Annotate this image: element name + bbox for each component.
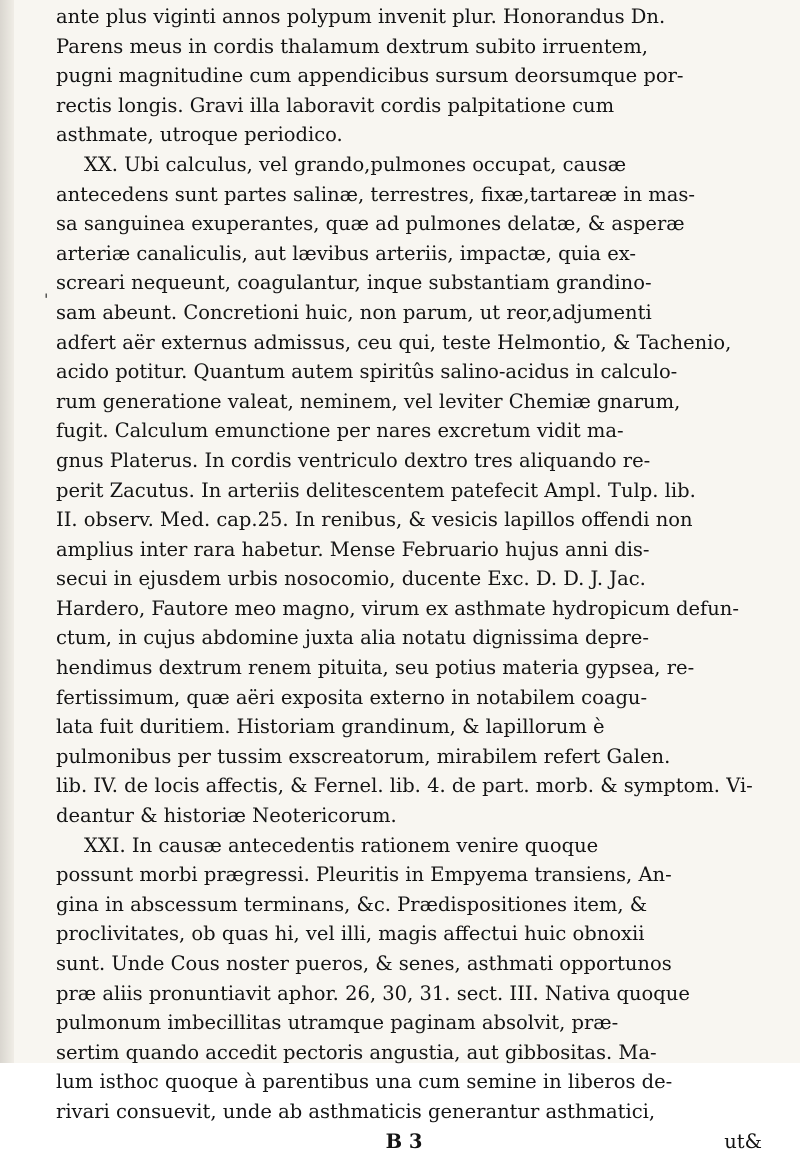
text-line: ctum, in cujus abdomine juxta alia notatu dignissima depre- — [56, 626, 649, 650]
text-line: gina in abscessum terminans, &c. Prædispositiones item, & — [56, 892, 648, 916]
text-line: II. observ. Med. cap.25. In renibus, & vesicis lapillos offendi non — [56, 508, 693, 532]
page-gutter-shadow — [0, 0, 14, 1063]
text-line: ante plus viginti annos polypum invenit plur. Honorandus Dn. — [56, 5, 666, 28]
text-line: adfert aër externus admissus, ceu qui, teste Helmontio, & Tachenio, — [56, 330, 732, 354]
text-line: screari nequeunt, coagulantur, inque substantiam grandino- — [56, 271, 652, 295]
text-line: fugit. Calculum emunctione per nares excretum vidit ma- — [56, 419, 624, 443]
catchword: ut& — [724, 1129, 762, 1153]
text-line: lata fuit duritiem. Historiam grandinum, & lapillorum è — [56, 715, 605, 739]
text-line: Parens meus in cordis thalamum dextrum subito irruentem, — [56, 34, 648, 58]
text-line: sertim quando accedit pectoris angustia, aut gibbositas. Ma- — [56, 1040, 657, 1064]
text-line: rectis longis. Gravi illa laboravit cordis palpitatione cum — [56, 93, 615, 117]
text-line: lib. IV. de locis affectis, & Fernel. lib. 4. de part. morb. & symptom. Vi- — [56, 774, 753, 798]
text-line: deantur & historiæ Neotericorum. — [56, 804, 397, 828]
section-start-line: XXI. In causæ antecedentis rationem venire quoque — [84, 833, 599, 857]
text-line: secui in ejusdem urbis nosocomio, ducente Exc. D. D. J. Jac. — [56, 567, 646, 591]
text-block — [56, 2, 792, 1156]
text-line: pulmonibus per tussim exscreatorum, mirabilem refert Galen. — [56, 744, 671, 768]
section-start-line: XX. Ubi calculus, vel grando,pulmones occupat, causæ — [84, 152, 627, 176]
text-line: amplius inter rara habetur. Mense Februario hujus anni dis- — [56, 537, 650, 561]
text-line: sa sanguinea exuperantes, quæ ad pulmones delatæ, & asperæ — [56, 212, 685, 236]
text-line: sunt. Unde Cous noster pueros, & senes, asthmati opportunos — [56, 952, 672, 975]
text-line: pulmonum imbecillitas utramque paginam absolvit, præ- — [56, 1011, 619, 1035]
margin-mark: ' — [44, 290, 49, 309]
text-line: hendimus dextrum renem pituita, seu potius materia gypsea, re- — [56, 656, 695, 680]
text-line: perit Zacutus. In arteriis delitescentem patefecit Ampl. Tulp. lib. — [56, 478, 696, 502]
text-line: acido potitur. Quantum autem spiritûs salino-acidus in calculo- — [56, 360, 678, 384]
text-line: fertissimum, quæ aëri exposita externo in notabilem coagu- — [56, 685, 648, 709]
text-line: Hardero, Fautore meo magno, virum ex asthmate hydropicum defun- — [56, 596, 739, 620]
text-line: lum isthoc quoque à parentibus una cum semine in liberos de- — [56, 1070, 673, 1094]
text-line: possunt morbi prægressi. Pleuritis in Empyema transiens, An- — [56, 863, 672, 887]
page-signature: B 3 — [385, 1129, 423, 1153]
text-line: rum generatione valeat, neminem, vel leviter Chemiæ gnarum, — [56, 389, 681, 413]
text-line: arteriæ canaliculis, aut lævibus arteriis, impactæ, quia ex- — [56, 241, 636, 265]
text-line: gnus Platerus. In cordis ventriculo dextro tres aliquando re- — [56, 448, 651, 472]
text-line: præ aliis pronuntiavit aphor. 26, 30, 31. sect. III. Nativa quoque — [56, 981, 690, 1005]
footer-line — [56, 1127, 792, 1156]
text-line: sam abeunt. Concretioni huic, non parum, ut reor,adjumenti — [56, 300, 652, 324]
text-line: antecedens sunt partes salinæ, terrestres, fixæ,tartareæ in mas- — [56, 182, 695, 206]
text-line: rivari consuevit, unde ab asthmaticis generantur asthmatici, — [56, 1099, 656, 1123]
text-line: proclivitates, ob quas hi, vel illi, magis affectui huic obnoxii — [56, 922, 645, 946]
text-line: asthmate, utroque periodico. — [56, 123, 343, 147]
text-line: pugni magnitudine cum appendicibus sursum deorsumque por- — [56, 64, 684, 88]
